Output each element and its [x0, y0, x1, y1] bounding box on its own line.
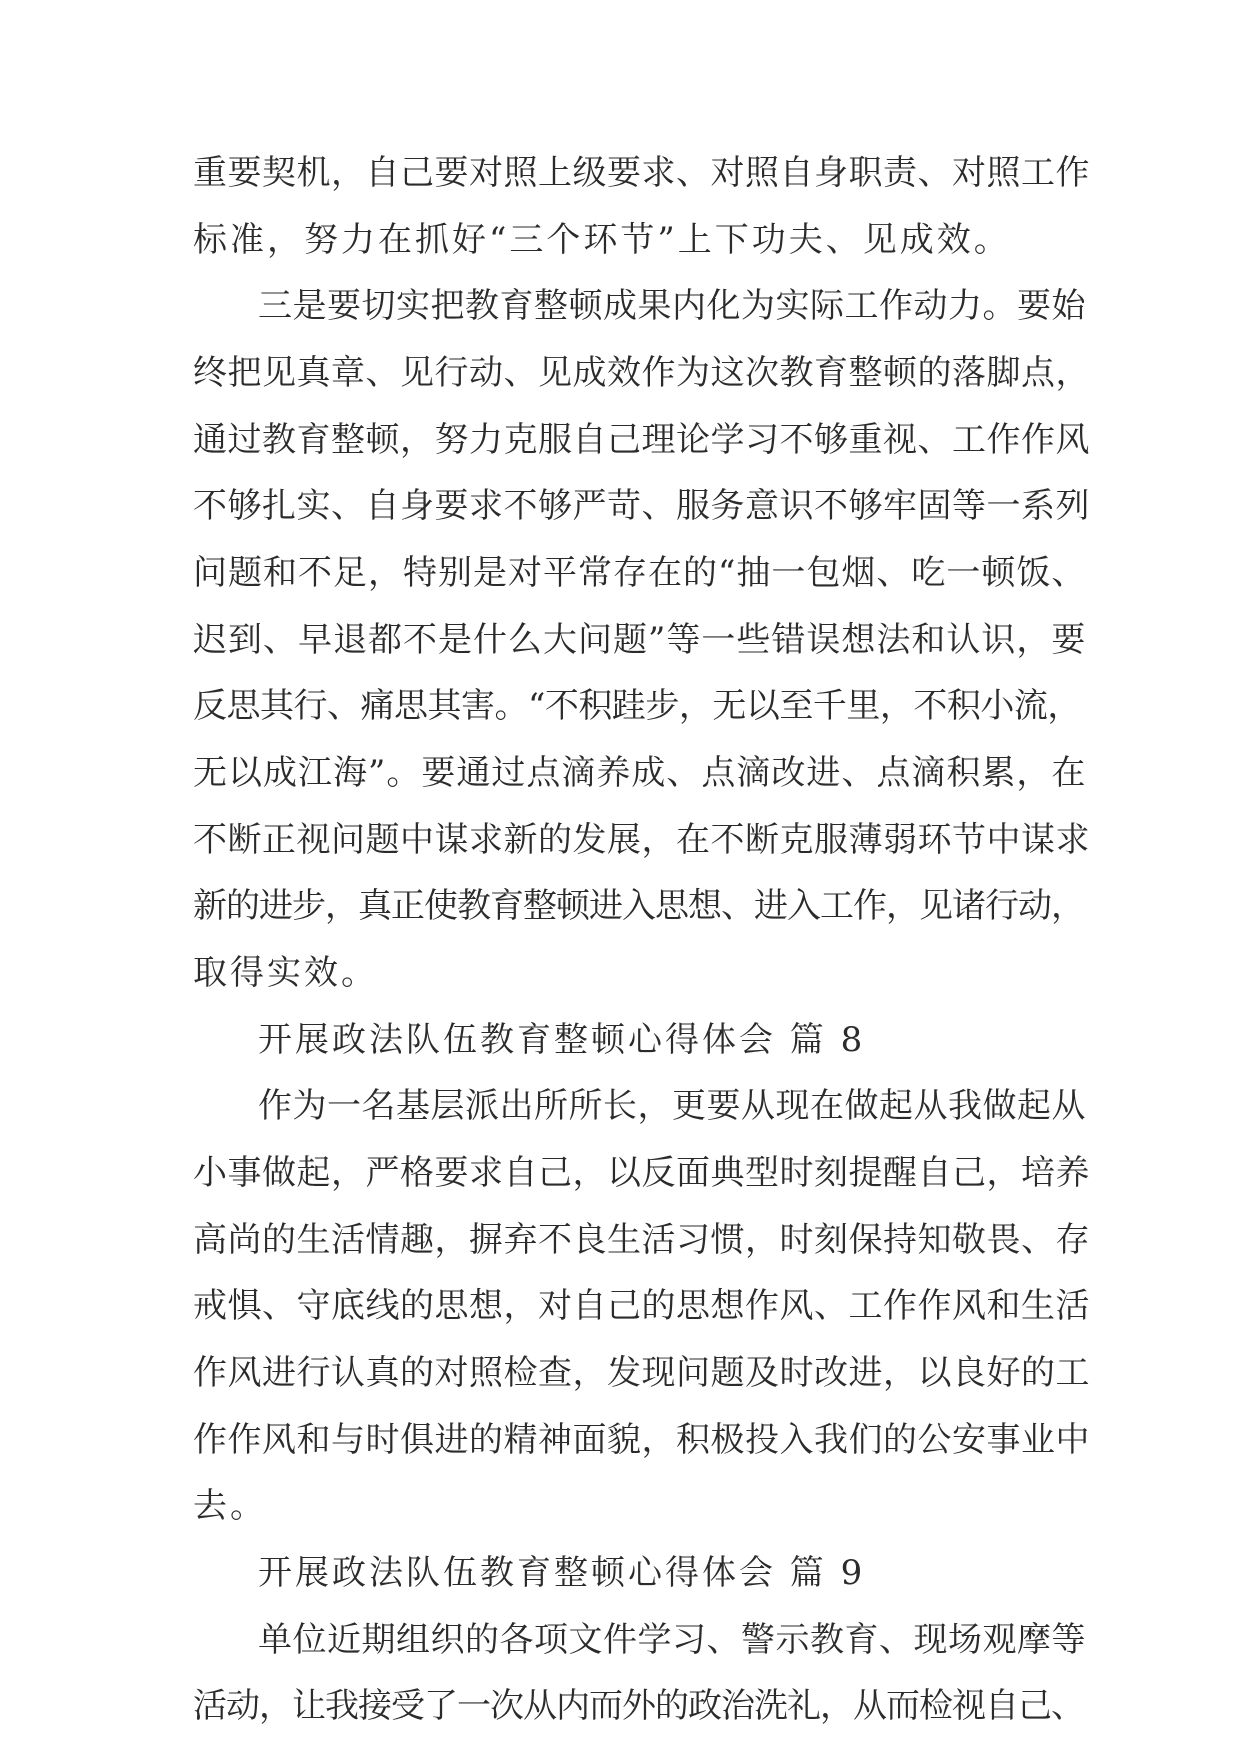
body-text-line: 作风进行认真的对照检查，发现问题及时改进，以良好的工 [193, 1353, 1090, 1393]
body-text-line: 三是要切实把教育整顿成果内化为实际工作动力。要始 [258, 286, 1086, 326]
body-text-line: 去。 [193, 1486, 267, 1526]
body-text-line: 作为一名基层派出所所长，更要从现在做起从我做起从 [258, 1086, 1086, 1126]
body-text-line: 高尚的生活情趣，摒弃不良生活习惯，时刻保持知敬畏、存 [193, 1220, 1090, 1260]
body-text-line: 终把见真章、见行动、见成效作为这次教育整顿的落脚点， [193, 353, 1090, 393]
body-text-line: 小事做起，严格要求自己，以反面典型时刻提醒自己，培养 [193, 1153, 1090, 1193]
body-text-line: 不够扎实、自身要求不够严苛、服务意识不够牢固等一系列 [193, 486, 1090, 526]
body-text-line: 取得实效。 [193, 953, 378, 993]
section-heading: 开展政法队伍教育整顿心得体会 篇 8 [258, 1020, 866, 1060]
body-text-line: 作作风和与时俱进的精神面貌，积极投入我们的公安事业中 [193, 1420, 1090, 1460]
body-text-line: 新的进步，真正使教育整顿进入思想、进入工作，见诸行动， [193, 886, 1084, 926]
body-text-line: 重要契机，自己要对照上级要求、对照自身职责、对照工作 [193, 153, 1090, 193]
body-text-line: 不断正视问题中谋求新的发展，在不断克服薄弱环节中谋求 [193, 820, 1090, 860]
body-text-line: 戒惧、守底线的思想，对自己的思想作风、工作作风和生活 [193, 1286, 1090, 1326]
body-text-line: 无以成江海”。要通过点滴养成、点滴改进、点滴积累，在 [193, 753, 1087, 793]
body-text-line: 反思其行、痛思其害。“不积跬步，无以至千里，不积小流， [193, 686, 1081, 726]
body-text-line: 单位近期组织的各项文件学习、警示教育、现场观摩等 [258, 1620, 1086, 1660]
body-text-line: 标准，努力在抓好“三个环节”上下功夫、见成效。 [193, 220, 1011, 260]
body-text-line: 问题和不足，特别是对平常存在的“抽一包烟、吃一顿饭、 [193, 553, 1087, 593]
body-text-line: 活动，让我接受了一次从内而外的政治洗礼，从而检视自己、 [193, 1686, 1084, 1726]
section-heading: 开展政法队伍教育整顿心得体会 篇 9 [258, 1553, 866, 1593]
body-text-line: 通过教育整顿，努力克服自己理论学习不够重视、工作作风 [193, 420, 1090, 460]
body-text-line: 迟到、早退都不是什么大问题”等一些错误想法和认识，要 [193, 620, 1087, 660]
